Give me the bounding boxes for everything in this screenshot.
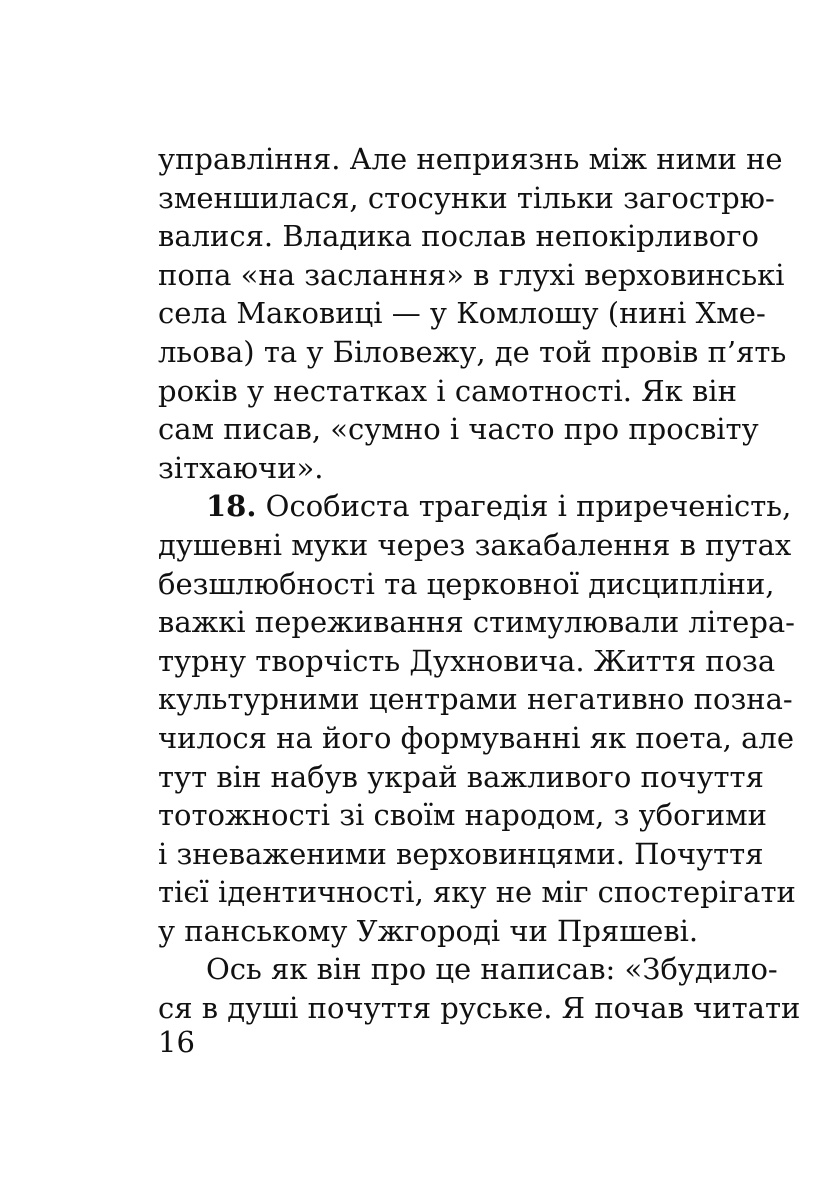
text-line: управління. Але неприязнь між ними не [158,142,783,176]
text-line-content: Особиста трагедія і приреченість, [256,489,792,524]
text-line: села Маковиці — у Комлошу (нині Хме- [158,296,766,331]
text-line: тут він набув украй важливого почуття [158,759,764,794]
text-line: попа «на заслання» в глухі верховинські [158,257,785,292]
text-line: турну творчість Духновича. Життя поза [158,643,776,678]
page-body-text [158,140,801,1028]
text-line: років у нестатках і самотності. Як він [158,373,737,408]
text-line: важкі переживання стимулювали літера- [158,605,795,640]
text-line: тотожності зі своїм народом, з убогими [158,798,768,833]
text-line: сам писав, «сумно і часто про просвіту [158,412,759,447]
paragraph [158,950,801,1027]
text-line: валися. Владика послав непокірливого [158,219,759,254]
text-line [158,487,792,526]
text-line: душевні муки через закабалення в путах [158,527,792,562]
text-line: Ось як він про це написав: «Збудило- [206,952,778,987]
text-line: чилося на його формуванні як поета, але [158,720,794,755]
text-line: культурними центрами негативно позна- [158,682,793,717]
text-line: у панському Ужгороді чи Пряшеві. [158,913,699,948]
text-line: зменшилася, стосунки тільки загострю- [158,180,775,215]
page-number: 16 [158,1025,195,1059]
text-line: ся в душі почуття руське. Я почав читати [158,991,801,1026]
text-line: безшлюбності та церковної дисципліни, [158,566,775,601]
text-line: зітхаючи». [158,450,324,485]
paragraph [158,140,787,487]
text-line: і зневаженими верховинцями. Почуття [158,836,764,871]
text-line: льова) та у Біловежу, де той провів п’ять [158,334,787,369]
paragraph [158,487,796,950]
paragraph-number: 18. [206,489,257,524]
text-line: тієї ідентичності, яку не міг спостерігати [158,875,796,910]
